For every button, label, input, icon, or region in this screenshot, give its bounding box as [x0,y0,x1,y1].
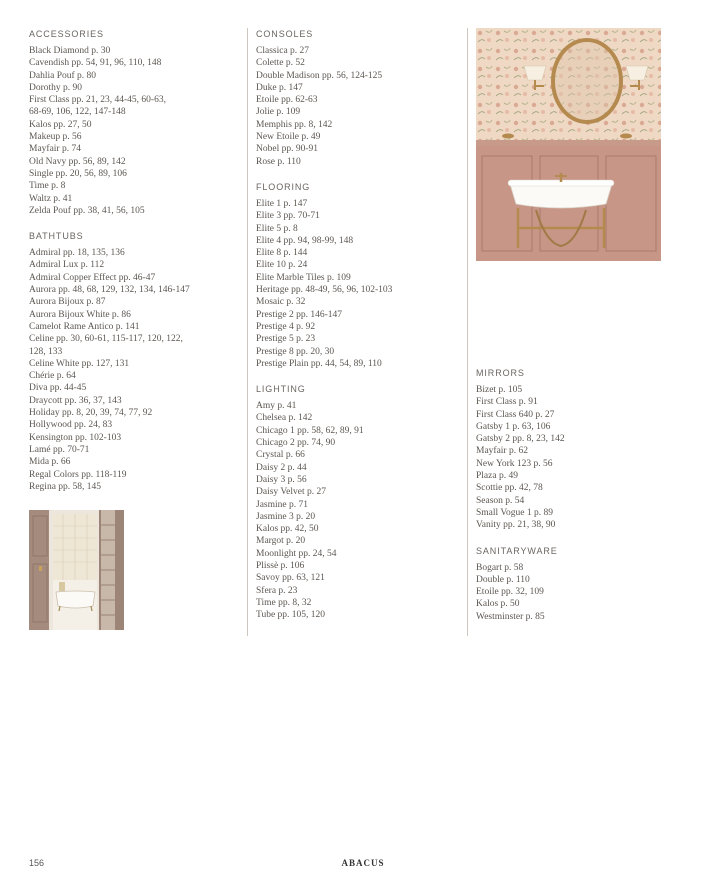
index-entry: Scottie pp. 42, 78 [476,483,543,494]
section-title-accessories: ACCESSORIES [29,29,104,39]
index-entry: Nobel pp. 90-91 [256,144,319,155]
index-entry: Prestige 5 p. 23 [256,334,316,345]
index-entry: Daisy 3 p. 56 [256,474,307,485]
column-divider-1 [247,28,248,636]
list-sanitaryware [476,562,676,623]
index-entry: Plaza p. 49 [476,471,518,482]
index-entry: Time p. 8 [29,181,66,192]
index-entry: Colette p. 52 [256,58,305,69]
column-divider-2 [467,28,468,636]
index-entry: Crystal p. 66 [256,450,305,461]
index-entry: Old Navy pp. 56, 89, 142 [29,156,126,167]
index-entry: Kalos pp. 42, 50 [256,524,319,535]
washbasin-mirror-photo [476,28,661,261]
list-lighting [256,400,456,621]
index-entry: Jolie p. 109 [256,107,301,118]
index-entry: Chérie p. 64 [29,371,76,382]
list-accessories [29,45,239,217]
column-1 [29,28,239,493]
section-title-sanitaryware: SANITARYWARE [476,545,558,556]
index-entry: Kalos p. 50 [476,599,520,610]
index-entry: Regal Colors pp. 118-119 [29,469,127,480]
index-entry: Dorothy p. 90 [29,82,83,93]
list-mirrors [476,384,676,532]
index-entry: Waltz p. 41 [29,193,73,204]
index-entry: Cavendish pp. 54, 91, 96, 110, 148 [29,58,162,69]
index-entry: Savoy pp. 63, 121 [256,573,325,584]
bathroom-doorway-photo [29,510,124,630]
index-entry: Classica p. 27 [256,46,310,56]
column-3 [476,367,676,623]
index-entry: Kalos pp. 27, 50 [29,119,92,130]
index-entry: Regina pp. 58, 145 [29,481,102,492]
index-entry: Small Vogue 1 p. 89 [476,507,553,518]
index-entry: Double p. 110 [476,574,530,585]
index-entry: Mosaic p. 32 [256,297,306,308]
index-entry: Dahlia Pouf p. 80 [29,70,97,81]
index-entry: Makeup p. 56 [29,132,82,143]
index-entry: Amy p. 41 [256,401,297,412]
index-entry: New Etoile p. 49 [256,132,321,143]
index-entry: 128, 133 [29,346,63,357]
index-entry: Prestige 2 pp. 146-147 [256,309,343,320]
index-entry: Admiral pp. 18, 135, 136 [29,248,125,259]
list-consoles [256,45,456,168]
index-entry: Prestige 4 p. 92 [256,321,316,332]
index-entry: Tube pp. 105, 120 [256,610,326,621]
index-entry: Admiral Copper Effect pp. 46-47 [29,272,156,283]
index-entry: Elite 8 p. 144 [256,248,308,259]
index-entry: Daisy Velvet p. 27 [256,487,327,498]
index-entry: Elite Marble Tiles p. 109 [256,272,351,283]
index-entry: First Class pp. 21, 23, 44-45, 60-63, [29,95,166,106]
index-entry: Celine White pp. 127, 131 [29,358,130,369]
index-entry: Season p. 54 [476,495,525,506]
index-entry: Mayfair p. 74 [29,144,81,155]
index-entry: Vanity pp. 21, 38, 90 [476,520,556,531]
list-flooring [256,198,456,370]
index-entry: Gatsby 1 p. 63, 106 [476,421,551,432]
index-entry: Prestige 8 pp. 20, 30 [256,346,335,357]
brand-name: ABACUS [341,858,385,868]
index-entry: Etoile pp. 62-63 [256,95,318,106]
index-entry: Jasmine p. 71 [256,499,308,510]
index-entry: Elite 5 p. 8 [256,223,298,234]
index-entry: Diva pp. 44-45 [29,383,87,394]
index-entry: Mayfair p. 62 [476,446,528,457]
list-bathtubs [29,247,239,493]
index-entry: Bizet p. 105 [476,385,523,395]
index-entry: Plissè p. 106 [256,560,305,571]
index-entry: Time pp. 8, 32 [256,597,312,608]
index-entry: Memphis pp. 8, 142 [256,119,333,130]
index-entry: Jasmine 3 p. 20 [256,511,316,522]
index-entry: Duke p. 147 [256,82,303,93]
index-entry: Hollywood pp. 24, 83 [29,420,113,431]
index-entry: Moonlight pp. 24, 54 [256,548,337,559]
column-2 [256,28,456,621]
index-entry: Black Diamond p. 30 [29,46,111,56]
index-entry: Chelsea p. 142 [256,413,313,424]
index-entry: Westminster p. 85 [476,611,545,622]
index-entry: Margot p. 20 [256,536,306,547]
index-entry: Etoile pp. 32, 109 [476,587,544,598]
index-entry: Gatsby 2 pp. 8, 23, 142 [476,434,565,445]
index-entry: Bogart p. 58 [476,562,524,573]
index-entry: Zelda Pouf pp. 38, 41, 56, 105 [29,205,145,216]
index-entry: Rose p. 110 [256,156,301,167]
index-entry: Aurora Bijoux p. 87 [29,297,106,308]
index-entry: Single pp. 20, 56, 89, 106 [29,168,127,179]
index-entry: Sfera p. 23 [256,585,298,596]
index-entry: Elite 1 p. 147 [256,198,308,209]
index-entry: Prestige Plain pp. 44, 54, 89, 110 [256,358,382,369]
index-entry: Chicago 1 pp. 58, 62, 89, 91 [256,425,364,436]
index-entry: Elite 10 p. 24 [256,260,308,271]
section-title-consoles: CONSOLES [256,29,314,39]
index-entry: Elite 3 pp. 70-71 [256,211,320,222]
index-entry: Daisy 2 p. 44 [256,462,307,473]
section-title-lighting: LIGHTING [256,384,306,395]
index-entry: Holiday pp. 8, 20, 39, 74, 77, 92 [29,408,153,419]
index-entry: Kensington pp. 102-103 [29,432,122,443]
index-entry: Celine pp. 30, 60-61, 115-117, 120, 122, [29,334,183,345]
index-entry: Camelot Rame Antico p. 141 [29,321,140,332]
section-title-mirrors: MIRRORS [476,368,525,378]
index-entry: First Class p. 91 [476,397,538,408]
index-entry: Double Madison pp. 56, 124-125 [256,70,383,81]
index-entry: Heritage pp. 48-49, 56, 96, 102-103 [256,285,393,296]
index-entry: Aurora pp. 48, 68, 129, 132, 134, 146-147 [29,285,190,296]
index-entry: Aurora Bijoux White p. 86 [29,309,131,320]
index-entry: Draycott pp. 36, 37, 143 [29,395,122,406]
index-entry: New York 123 p. 56 [476,458,553,469]
section-title-bathtubs: BATHTUBS [29,231,84,242]
section-title-flooring: FLOORING [256,181,311,192]
index-entry: Elite 4 pp. 94, 98-99, 148 [256,235,354,246]
index-entry: Mida p. 66 [29,457,71,468]
index-entry: First Class 640 p. 27 [476,409,555,420]
index-entry: Lamé pp. 70-71 [29,444,90,455]
page-number: 156 [29,858,45,868]
index-entry: Chicago 2 pp. 74, 90 [256,438,336,449]
index-entry: 68-69, 106, 122, 147-148 [29,107,126,118]
index-entry: Admiral Lux p. 112 [29,260,105,271]
